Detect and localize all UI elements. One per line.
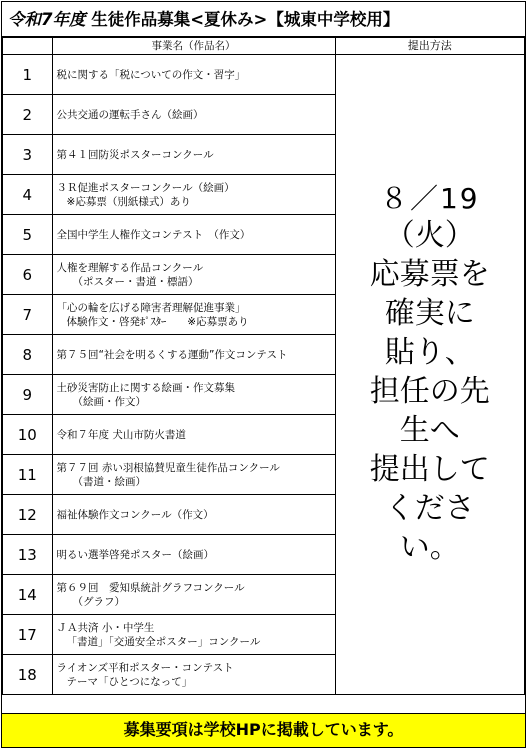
row-number: 8 bbox=[3, 335, 53, 375]
instruction-line: 貼り、 bbox=[384, 335, 475, 370]
row-number: 1 bbox=[3, 55, 53, 95]
row-contest-name bbox=[52, 575, 335, 615]
header-method: 提出方法 bbox=[335, 38, 524, 55]
row-contest-name-line: ライオンズ平和ポスター・コンテスト bbox=[56, 661, 234, 674]
header-name: 事業名（作品名） bbox=[52, 38, 335, 55]
row-contest-name-line: 「書道」「交通安全ポスター」コンクール bbox=[66, 635, 261, 648]
footer-notice: 募集要項は学校HPに掲載しています。 bbox=[2, 713, 525, 747]
instruction-line: 提出して bbox=[369, 452, 490, 487]
row-contest-name bbox=[52, 335, 335, 375]
document-frame bbox=[1, 1, 526, 748]
row-contest-name-line: 第７７回 赤い羽根協賛児童生徒作品コンクール bbox=[56, 461, 280, 474]
row-contest-name-line: ＪＡ共済 小・中学生 bbox=[56, 621, 155, 634]
row-contest-name-line: テーマ「ひとつになって」 bbox=[66, 675, 193, 688]
row-contest-name bbox=[52, 175, 335, 215]
row-number: 9 bbox=[3, 375, 53, 415]
row-contest-name-line: 全国中学生人権作文コンテスト （作文） bbox=[56, 228, 251, 241]
header-number bbox=[3, 38, 53, 55]
row-contest-name bbox=[52, 215, 335, 255]
row-number: 3 bbox=[3, 135, 53, 175]
row-number: 12 bbox=[3, 495, 53, 535]
row-contest-name-line: 福祉体験作文コンクール（作文） bbox=[56, 508, 214, 521]
row-contest-name bbox=[52, 615, 335, 655]
row-number: 11 bbox=[3, 455, 53, 495]
row-contest-name bbox=[52, 295, 335, 335]
row-contest-name-line: 第４１回防災ポスターコンクール bbox=[56, 148, 214, 161]
row-contest-name-line: ※応募票（別紙様式）あり bbox=[66, 195, 191, 208]
title-year: 令和7年度 bbox=[8, 10, 86, 29]
row-number: 13 bbox=[3, 535, 53, 575]
row-contest-name bbox=[52, 495, 335, 535]
deadline-day: （火） bbox=[384, 218, 475, 253]
table-body bbox=[3, 55, 525, 695]
row-contest-name-line: 第６９回 愛知県統計グラフコンクール bbox=[56, 581, 245, 594]
row-contest-name bbox=[52, 375, 335, 415]
row-number: 10 bbox=[3, 415, 53, 455]
row-contest-name-line: 体験作文・啓発ﾎﾟｽﾀｰ ※応募票あり bbox=[66, 315, 249, 328]
submission-method bbox=[335, 55, 524, 695]
instruction-line: 確実に bbox=[384, 296, 475, 331]
row-contest-name-line: 人権を理解する作品コンクール bbox=[56, 261, 204, 274]
row-contest-name bbox=[52, 655, 335, 695]
instruction-line: くださ bbox=[384, 491, 475, 526]
deadline-date: ８／19 bbox=[379, 182, 480, 215]
row-contest-name-line: ３Ｒ促進ポスターコンクール（絵画） bbox=[56, 181, 235, 194]
row-contest-name bbox=[52, 95, 335, 135]
instruction-line: 応募票を bbox=[369, 257, 490, 292]
row-contest-name bbox=[52, 55, 335, 95]
row-contest-name bbox=[52, 415, 335, 455]
instruction-line: 担任の先 bbox=[369, 374, 490, 409]
row-number: 4 bbox=[3, 175, 53, 215]
instruction-line: 生へ bbox=[399, 413, 460, 448]
contest-table bbox=[2, 37, 525, 695]
row-contest-name bbox=[52, 535, 335, 575]
row-number: 5 bbox=[3, 215, 53, 255]
row-contest-name-line: 土砂災害防止に関する絵画・作文募集 bbox=[56, 381, 236, 394]
row-contest-name-line: 公共交通の運転手さん（絵画） bbox=[56, 108, 204, 121]
row-number: 7 bbox=[3, 295, 53, 335]
row-number: 18 bbox=[3, 655, 53, 695]
row-number: 2 bbox=[3, 95, 53, 135]
row-number: 17 bbox=[3, 615, 53, 655]
row-contest-name-line: 「心の輪を広げる障害者理解促進事業」 bbox=[56, 301, 246, 314]
row-contest-name-line: （グラフ） bbox=[72, 595, 126, 608]
table-header-row bbox=[3, 38, 525, 55]
row-contest-name-line: （書道・絵画） bbox=[72, 475, 147, 488]
row-contest-name-line: 令和７年度 犬山市防火書道 bbox=[56, 428, 186, 441]
instruction-line: い。 bbox=[399, 530, 460, 565]
row-contest-name-line: 税に関する「税についての作文・習字」 bbox=[56, 68, 246, 81]
row-contest-name bbox=[52, 255, 335, 295]
row-number: 14 bbox=[3, 575, 53, 615]
row-number: 6 bbox=[3, 255, 53, 295]
row-contest-name-line: 第７５回“社会を明るくする運動”作文コンテスト bbox=[56, 348, 288, 361]
row-contest-name bbox=[52, 135, 335, 175]
table-row bbox=[3, 55, 525, 95]
row-contest-name bbox=[52, 455, 335, 495]
page-title bbox=[2, 2, 525, 37]
row-contest-name-line: （ポスター・書道・標語） bbox=[72, 275, 199, 288]
row-contest-name-line: （絵画・作文） bbox=[72, 395, 147, 408]
row-contest-name-line: 明るい選挙啓発ポスター（絵画） bbox=[56, 548, 215, 561]
title-main: 生徒作品募集<夏休み>【城東中学校用】 bbox=[91, 10, 400, 29]
